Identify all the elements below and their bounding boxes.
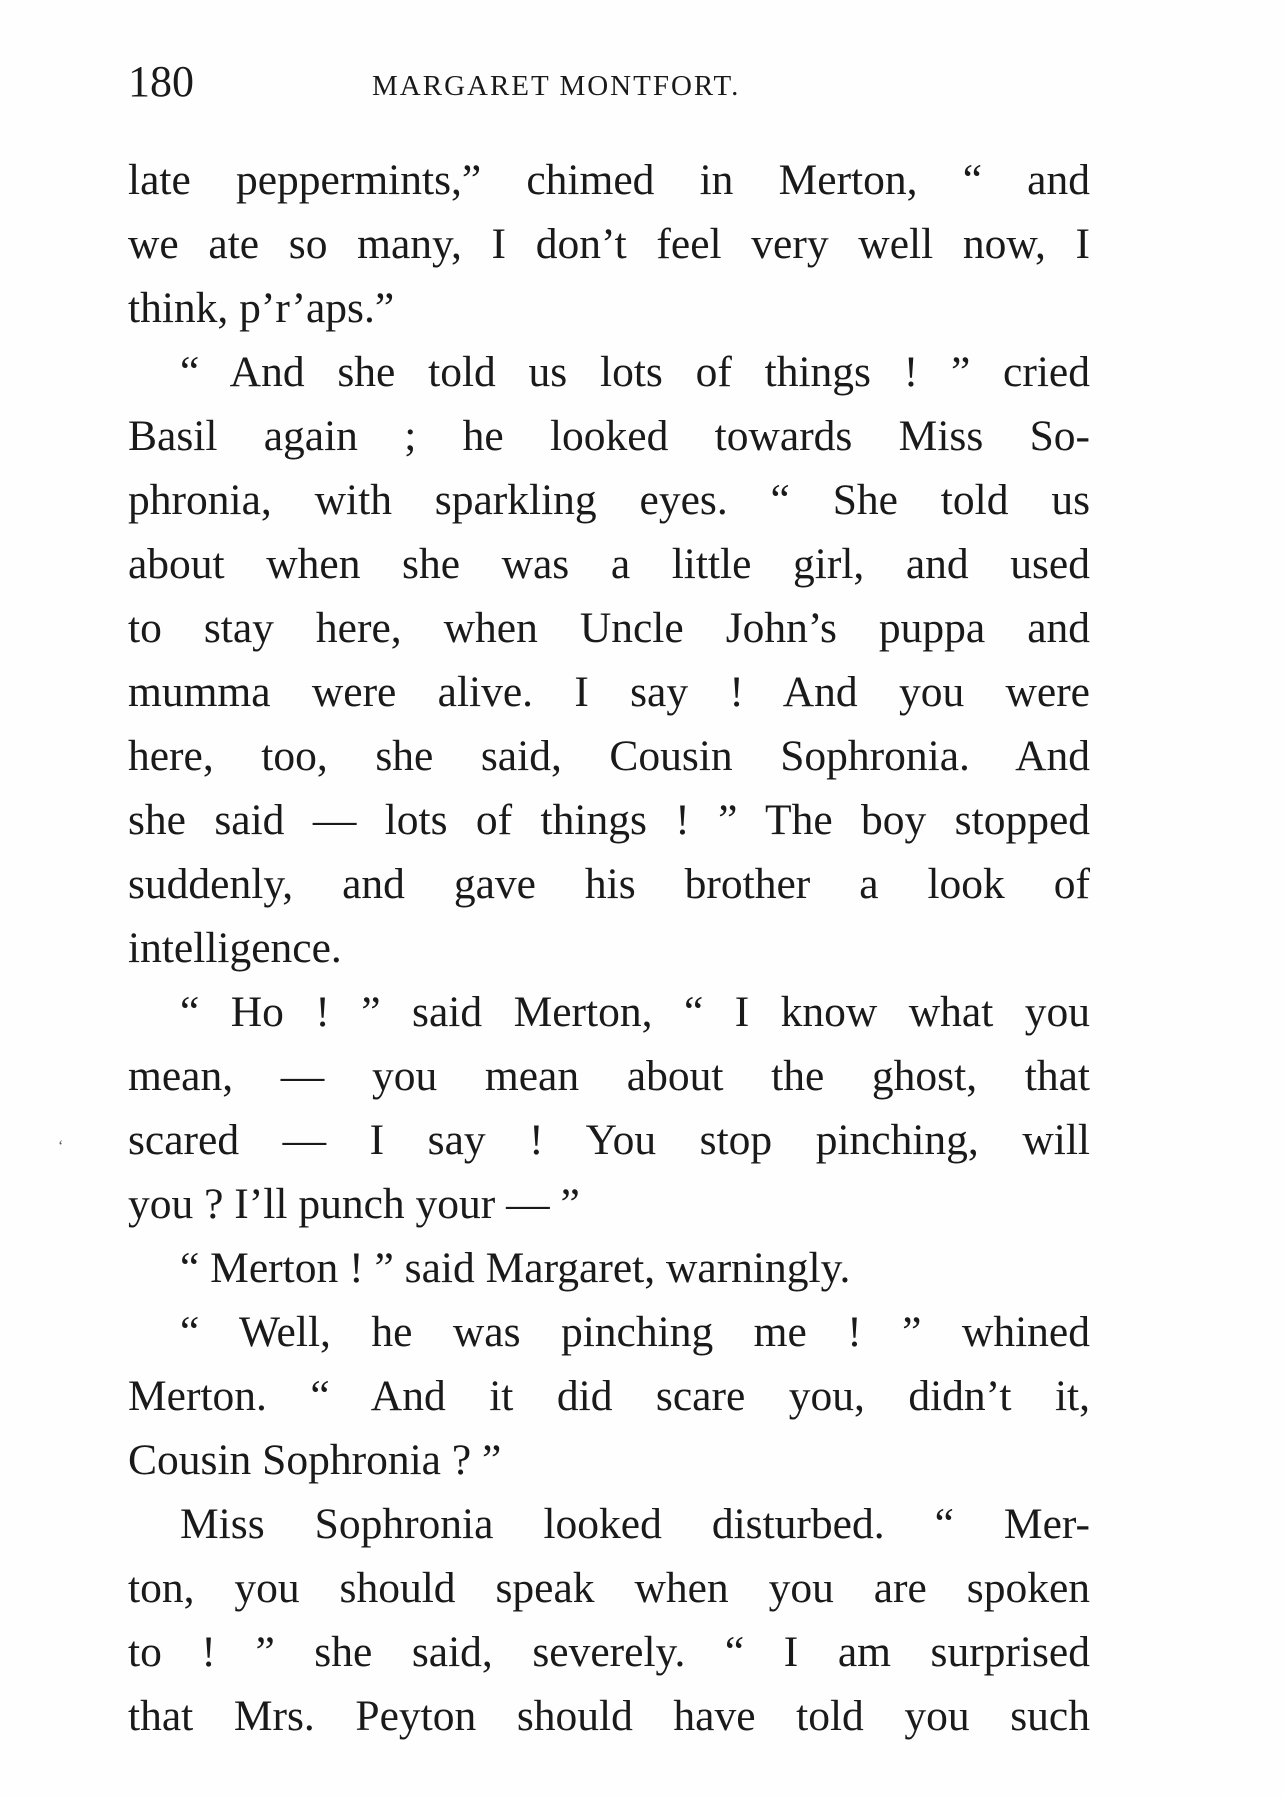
text-line: she said — lots of things ! ” The boy stopped <box>128 796 1090 844</box>
text-line: “ Merton ! ” said Margaret, warningly. <box>180 1244 851 1292</box>
text-line: Merton. “ And it did scare you, didn’t it, <box>128 1372 1090 1420</box>
text-line: suddenly, and gave his brother a look of <box>128 860 1090 908</box>
text-line: intelligence. <box>128 924 342 972</box>
text-line: ton, you should speak when you are spoken <box>128 1564 1090 1612</box>
page-number: 180 <box>128 57 194 106</box>
text-line: Cousin Sophronia ? ” <box>128 1436 502 1484</box>
text-line: mean, — you mean about the ghost, that <box>128 1052 1090 1100</box>
text-line: “ Ho ! ” said Merton, “ I know what you <box>180 988 1090 1036</box>
text-line: scared — I say ! You stop pinching, will <box>128 1116 1090 1164</box>
body-text <box>128 148 1090 1748</box>
text-line: we ate so many, I don’t feel very well now, I <box>128 220 1090 268</box>
running-title: MARGARET MONTFORT. <box>372 70 741 102</box>
text-line: phronia, with sparkling eyes. “ She told us <box>128 476 1090 524</box>
text-line: Basil again ; he looked towards Miss So- <box>128 412 1090 460</box>
text-line: “ Well, he was pinching me ! ” whined <box>180 1308 1090 1356</box>
text-line: think, p’r’aps.” <box>128 284 395 332</box>
text-line: that Mrs. Peyton should have told you such <box>128 1692 1090 1740</box>
text-line: to stay here, when Uncle John’s puppa and <box>128 604 1090 652</box>
text-line: to ! ” she said, severely. “ I am surprised <box>128 1628 1090 1676</box>
text-line: Miss Sophronia looked disturbed. “ Mer- <box>180 1500 1090 1548</box>
text-line: late peppermints,” chimed in Merton, “ and <box>128 156 1090 204</box>
stray-print-mark: ‘ <box>58 1138 64 1155</box>
text-line: mumma were alive. I say ! And you were <box>128 668 1090 716</box>
text-line: you ? I’ll punch your — ” <box>128 1180 580 1228</box>
page-header <box>128 52 1088 112</box>
text-line: here, too, she said, Cousin Sophronia. And <box>128 732 1090 780</box>
text-line: “ And she told us lots of things ! ” cried <box>180 348 1090 396</box>
text-line: about when she was a little girl, and used <box>128 540 1090 588</box>
